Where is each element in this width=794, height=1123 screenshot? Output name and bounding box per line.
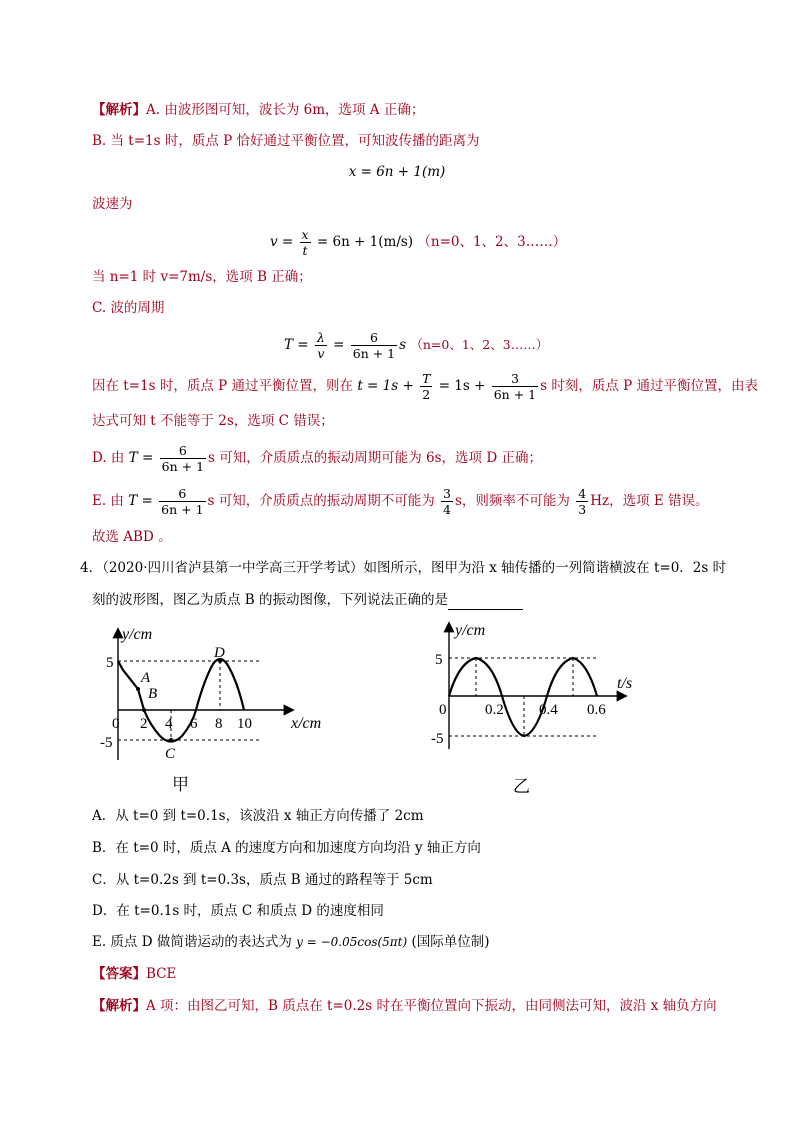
figure-jia-wave-graph [100, 620, 350, 795]
figure-yi-caption: 乙 [513, 777, 530, 796]
svg-text:2: 2 [140, 716, 148, 732]
question-stem-line1: 4．（2020·四川省泸县第一中学高三开学考试）如图所示，图甲为沿 x 轴传播的一列简谐横波在 t=0．2s 时 [80, 560, 727, 576]
option-e: E. 质点 D 做简谐运动的表达式为 y = −0.05cos(5πt) (国际单位制) [92, 934, 490, 950]
svg-text:4: 4 [165, 716, 173, 732]
solution-e-line: E. 由 T = $\frac{6}{6n + 1}$ s 可知，介质质点的振动周期不可能为 $\frac{3}{4}$ s，则频率不可能为 $\frac{4}{3}$ Hz，选项 E 错误。 [92, 486, 709, 517]
figure-yi-vibration-graph [425, 614, 650, 799]
svg-text:0.4: 0.4 [539, 702, 558, 718]
option-a: A．从 t=0 到 t=0.1s，该波沿 x 轴正方向传播了 2cm [92, 808, 424, 824]
option-d: D．在 t=0.1s 时，质点 C 和质点 D 的速度相同 [92, 903, 384, 919]
svg-text:6: 6 [190, 716, 198, 732]
option-c: C．从 t=0.2s 到 t=0.3s，质点 B 通过的路程等于 5cm [92, 872, 433, 888]
vibration-curve [449, 658, 597, 736]
option-e-equation: y = −0.05cos(5πt) [296, 935, 408, 949]
equation-speed: v = $\frac{x}{t}$ = 6n + 1(m/s) （n=0、1、2、3……） [270, 227, 567, 258]
solution-a-line: 【解析】A. 由波形图可知，波长为 6m，选项 A 正确； [92, 102, 425, 118]
t-axis-label: t/s [617, 675, 633, 692]
answer-value: BCE [146, 966, 177, 982]
answer-line: 【答案】BCE [92, 966, 177, 982]
solution-c-line: C. 波的周期 [92, 300, 165, 316]
analysis-line: 【解析】A 项：由图乙可知，B 质点在 t=0.2s 时在平衡位置向下振动，由同侧法可知，波沿 x 轴负方向 [92, 998, 717, 1014]
solution-b-line: B. 当 t=1s 时，质点 P 恰好通过平衡位置，可知波传播的距离为 [92, 133, 480, 149]
x-axis-label: x/cm [291, 715, 322, 732]
solution-c2-line: 因在 t=1s 时，质点 P 通过平衡位置，则在 t = 1s + $\frac{T}{2}$ = 1s + $\frac{3}{6n + 1}$ s 时刻，质点 P 通过平衡位置，由表 [92, 371, 759, 402]
svg-text:-5: -5 [431, 731, 444, 747]
wave-curve [118, 659, 244, 742]
svg-text:0: 0 [112, 716, 120, 732]
speed-label: 波速为 [92, 196, 133, 212]
y-axis-label: y/cm [455, 622, 486, 639]
solution-c3-line: 达式可知 t 不能等于 2s，选项 C 错误； [92, 413, 334, 429]
option-b: B．在 t=0 时，质点 A 的速度方向和加速度方向均沿 y 轴正方向 [92, 840, 481, 856]
svg-text:8: 8 [215, 716, 223, 732]
figure-jia-caption: 甲 [172, 775, 189, 794]
fraction-x-t: $\frac{x}{t}$ [301, 227, 309, 258]
answer-blank [448, 595, 523, 610]
svg-text:10: 10 [237, 716, 252, 732]
equation-distance: x = 6n + 1(m) [348, 164, 446, 180]
point-c-label: C [165, 746, 176, 762]
n1-line: 当 n=1 时 v=7m/s，选项 B 正确； [92, 269, 312, 285]
final-answer-line: 故选 ABD 。 [92, 529, 172, 545]
svg-text:0.2: 0.2 [485, 702, 504, 718]
svg-text:5: 5 [106, 655, 114, 671]
svg-text:0: 0 [439, 702, 447, 718]
equation-period: T = $\frac{\lambda}{v}$ = $\frac{6}{6n + 1}$ s （n=0、1、2、3……） [284, 330, 549, 361]
svg-text:-5: -5 [100, 735, 113, 751]
question-stem-line2: 刻的波形图，图乙为质点 B 的振动图像，下列说法正确的是 [92, 590, 523, 610]
point-b-label: B [148, 686, 158, 702]
point-a-label: A [141, 670, 151, 686]
svg-text:5: 5 [435, 652, 443, 668]
y-axis-label: y/cm [122, 626, 153, 643]
svg-text:0.6: 0.6 [587, 702, 606, 718]
point-d-label: D [214, 645, 225, 661]
solution-tag: 【解析】 [92, 102, 146, 118]
solution-d-line: D. 由 T = $\frac{6}{6n + 1}$ s 可知，介质质点的振动周期可能为 6s，选项 D 正确； [92, 443, 542, 474]
